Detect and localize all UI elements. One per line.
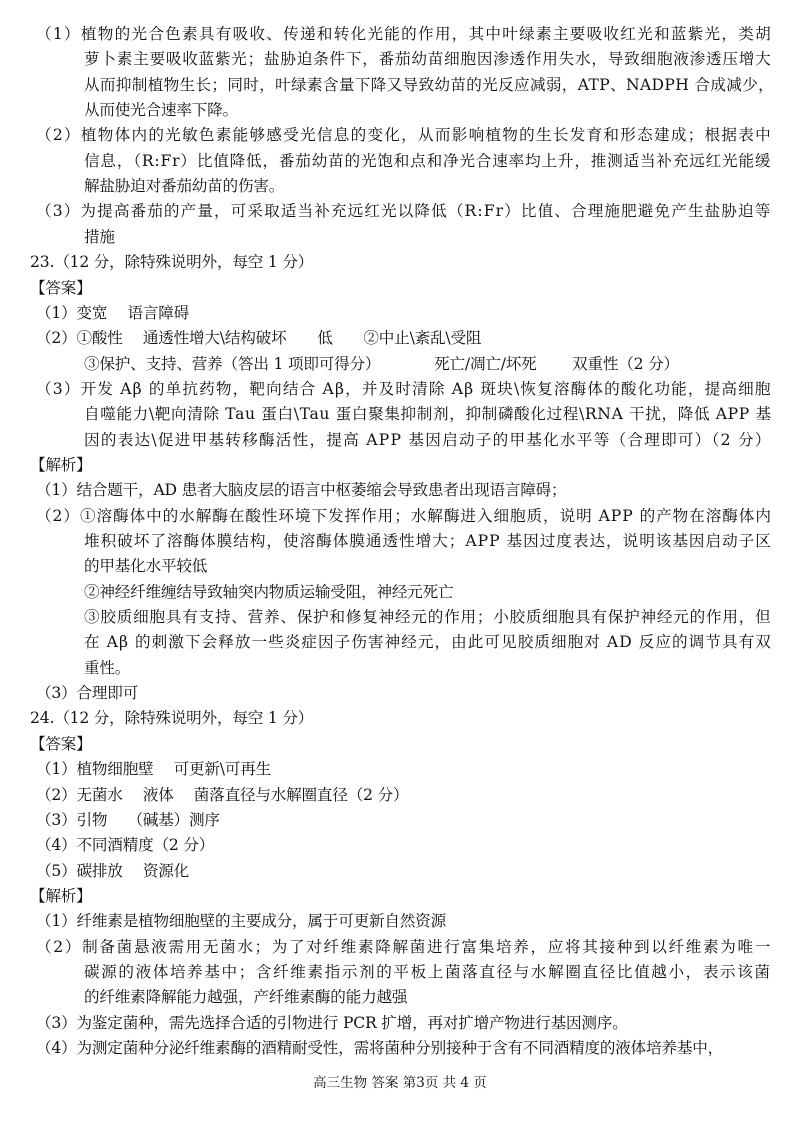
text-line: ③胶质细胞具有支持、营养、保护和修复神经元的作用；小胶质细胞具有保护神经元的作用，但	[84, 608, 772, 626]
text-line: （1）变宽 语言障碍	[36, 304, 190, 322]
text-line: 的纤维素降解能力越强，产纤维素酶的能力越强	[84, 988, 408, 1006]
text-line: （3）合理即可	[36, 684, 139, 702]
text-line: 的甲基化水平较低	[84, 557, 208, 575]
text-line: ③保护、支持、营养（答出 1 项即可得分） 死亡/凋亡/坏死 双重性（2 分）	[84, 355, 679, 373]
text-line: 自噬能力\靶向清除 Tau 蛋白\Tau 蛋白聚集抑制剂，抑制磷酸化过程\RNA 干扰，降低 APP 基	[84, 405, 772, 423]
text-line: 【解析】	[30, 887, 92, 905]
text-line: 【答案】	[30, 279, 92, 297]
text-line: 堆积破坏了溶酶体膜结构，使溶酶体膜通透性增大；APP 基因过度表达，说明该基因启动子区	[84, 532, 772, 550]
text-line: 从而抑制植物生长；同时，叶绿素含量下降又导致幼苗的光反应减弱，ATP、NADPH 合成减少，	[84, 76, 775, 94]
text-line: （5）碳排放 资源化	[36, 862, 190, 880]
text-line: 在 Aβ 的刺激下会释放一些炎症因子伤害神经元，由此可见胶质细胞对 AD 反应的调节具有双	[84, 633, 772, 651]
text-line: 信息，（R:Fr）比值降低，番茄幼苗的光饱和点和净光合速率均上升，推测适当补充远红光能缓	[84, 152, 772, 170]
text-line: 【答案】	[30, 735, 92, 753]
text-line: （2）①酸性 通透性增大\结构破坏 低 ②中止\紊乱\受阻	[36, 329, 482, 347]
text-line: （3）开发 Aβ 的单抗药物，靶向结合 Aβ，并及时清除 Aβ 斑块\恢复溶酶体的酸化功能，提高细胞	[36, 380, 772, 398]
text-line: （3）引物 （碱基）测序	[36, 811, 220, 829]
page-footer: 高三生物 答案 第3页 共 4 页	[313, 1075, 487, 1091]
text-line: （2）植物体内的光敏色素能够感受光信息的变化，从而影响植物的生长发育和形态建成；根据表中	[36, 126, 772, 144]
text-line: 解盐胁迫对番茄幼苗的伤害。	[84, 177, 285, 195]
text-line: （2）无菌水 液体 菌落直径与水解圈直径（2 分）	[36, 786, 409, 804]
text-line: （1）植物细胞壁 可更新\可再生	[36, 760, 272, 778]
text-line: 【解析】	[30, 456, 92, 474]
text-line: 24.（12 分，除特殊说明外，每空 1 分）	[30, 709, 314, 727]
text-line: 23.（12 分，除特殊说明外，每空 1 分）	[30, 253, 314, 271]
text-line: （3）为提高番茄的产量，可采取适当补充远红光以降低（R:Fr）比值、合理施肥避免产生盐胁迫等	[36, 202, 772, 220]
text-line: （3）为鉴定菌种，需先选择合适的引物进行 PCR 扩增，再对扩增产物进行基因测序。	[36, 1014, 628, 1032]
text-line: （4）不同酒精度（2 分）	[36, 836, 215, 854]
text-line: （4）为测定菌种分泌纤维素酶的酒精耐受性，需将菌种分别接种于含有不同酒精度的液体培养基中，	[36, 1039, 724, 1057]
text-line: 萝卜素主要吸收蓝紫光；盐胁迫条件下，番茄幼苗细胞因渗透作用失水，导致细胞液渗透压增大	[84, 50, 772, 68]
text-line: ②神经纤维缠结导致轴突内物质运输受阻，神经元死亡	[84, 583, 454, 601]
text-line: （1）结合题干，AD 患者大脑皮层的语言中枢萎缩会导致患者出现语言障碍；	[36, 481, 567, 499]
text-line: 重性。	[84, 659, 131, 677]
text-line: （1）纤维素是植物细胞壁的主要成分，属于可更新自然资源	[36, 912, 446, 930]
text-line: （2）制备菌悬液需用无菌水；为了对纤维素降解菌进行富集培养，应将其接种到以纤维素为唯一	[36, 938, 773, 956]
text-line: 从而使光合速率下降。	[84, 101, 238, 119]
text-line: （1）植物的光合色素具有吸收、传递和转化光能的作用，其中叶绿素主要吸收红光和蓝紫光，类胡	[36, 25, 772, 43]
text-line: （2）①溶酶体中的水解酶在酸性环境下发挥作用；水解酶进入细胞质，说明 APP 的产物在溶酶体内	[36, 507, 772, 525]
text-line: 因的表达\促进甲基转移酶活性，提高 APP 基因启动子的甲基化水平等（合理即可）（2 分）	[84, 431, 772, 449]
text-line: 措施	[84, 228, 115, 246]
text-line: 碳源的液体培养基中；含纤维素指示剂的平板上菌落直径与水解圈直径比值越小，表示该菌	[84, 963, 772, 981]
